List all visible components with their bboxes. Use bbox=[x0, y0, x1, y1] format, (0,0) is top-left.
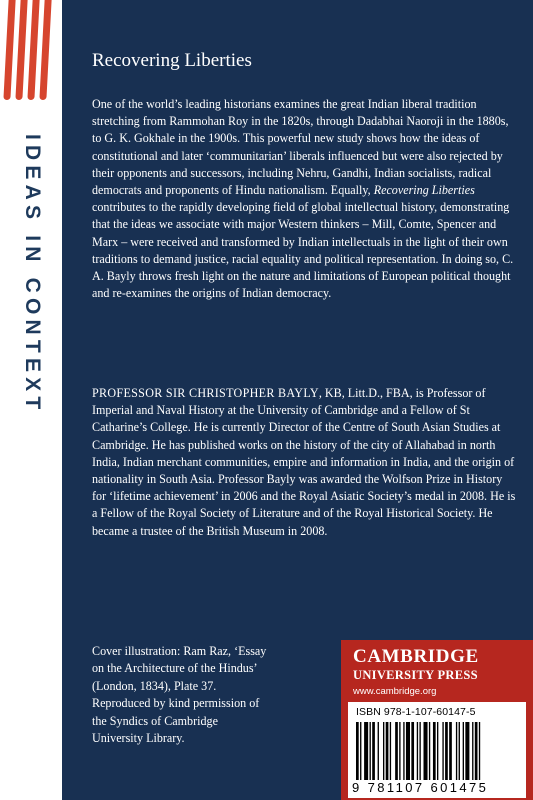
publisher-name: CAMBRIDGE bbox=[353, 646, 479, 667]
spine-stripe bbox=[27, 0, 39, 100]
barcode-bar bbox=[465, 722, 469, 780]
barcode-bar bbox=[475, 722, 478, 780]
barcode-bar bbox=[433, 722, 436, 780]
publisher-subtitle: UNIVERSITY PRESS bbox=[353, 668, 478, 682]
blurb-text-part2: contributes to the rapidly developing field of global intellectual history, demonstrating that the ideas we associate with major Western thinkers – Mill, Comte, Spencer and Marx – were received and transformed by Indian intellectuals in the light of their own traditions to demand justice, racial equality and political representation. In doing so, C. A. Bayly throws fresh light on the nature and limitations of European political thought and re-examines the origins of Indian democracy. bbox=[92, 200, 514, 301]
barcode-bar bbox=[437, 722, 438, 780]
back-cover-panel bbox=[62, 0, 533, 800]
barcode-bar bbox=[472, 722, 473, 780]
spine bbox=[0, 0, 62, 800]
spine-stripe bbox=[39, 0, 51, 100]
barcode-bar bbox=[383, 722, 384, 780]
barcode-bar bbox=[356, 722, 359, 780]
author-bio bbox=[92, 385, 517, 540]
barcode-bar bbox=[456, 722, 457, 780]
barcode-bar bbox=[390, 722, 391, 780]
isbn-label: ISBN 978-1-107-60147-5 bbox=[356, 706, 476, 718]
blurb-paragraph bbox=[92, 96, 517, 302]
barcode-bar bbox=[370, 722, 371, 780]
barcode-bar bbox=[406, 722, 410, 780]
barcode-bar bbox=[395, 722, 398, 780]
barcode-bar bbox=[403, 722, 404, 780]
barcode-digits: 9 781107 601475 bbox=[352, 780, 489, 795]
book-title: Recovering Liberties bbox=[92, 50, 252, 71]
author-name: PROFESSOR SIR CHRISTOPHER BAYLY bbox=[92, 386, 319, 400]
barcode-bar bbox=[417, 722, 418, 780]
series-title: IDEAS IN CONTEXT bbox=[21, 134, 44, 415]
barcode-bar bbox=[463, 722, 464, 780]
barcode-bar bbox=[399, 722, 400, 780]
barcode-panel bbox=[348, 702, 526, 798]
publisher-url[interactable]: www.cambridge.org bbox=[353, 686, 437, 697]
spine-stripe bbox=[3, 0, 15, 100]
barcode-bars bbox=[356, 722, 518, 780]
blurb-italic-title: Recovering Liberties bbox=[373, 183, 475, 198]
barcode-bar bbox=[449, 722, 452, 780]
barcode-bar bbox=[479, 722, 480, 780]
barcode-bar bbox=[442, 722, 443, 780]
barcode-bar bbox=[429, 722, 430, 780]
publisher-box bbox=[341, 640, 533, 800]
barcode-bar bbox=[386, 722, 389, 780]
blurb-text-part1: One of the world’s leading historians examines the great Indian liberal tradition stretching from Rammohan Roy in the 1820s, through Dadabhai Naoroji in the 1880s, to G. K. Gokhale in the 1900s. This powerful new study shows how the ideas of constitutional and later ‘communitarian’ liberals influenced but were also rejected by their opponents and successors, including Nehru, Gandhi, Indian socialists, radical democrats and proponents of Hindu nationalism. Equally, bbox=[92, 97, 509, 198]
spine-stripe bbox=[15, 0, 27, 100]
barcode-bar bbox=[459, 722, 460, 780]
cover-credit: Cover illustration: Ram Raz, ‘Essay on the Architecture of the Hindus’ (London, 1834), Plate 37. Reproduced by kind permission of the Syndics of Cambridge University Library. bbox=[92, 644, 267, 746]
barcode-bar bbox=[360, 722, 361, 780]
barcode-bar bbox=[424, 722, 428, 780]
barcode-bar bbox=[364, 722, 368, 780]
barcode-bar bbox=[411, 722, 414, 780]
barcode-bar bbox=[378, 722, 379, 780]
author-bio-text: , KB, Litt.D., FBA, is Professor of Imperial and Naval History at the University of Cambridge and a Fellow of St Catharine’s College. He is currently Director of the Centre of South Asian Studies at Cambridge. He has published works on the history of the city of Allahabad in north India, Indian merchant communities, empire and information in India, and the origin of nationality in South Asia. Professor Bayly was awarded the Wolfson Prize in History for ‘lifetime achievement’ in 2006 and the Royal Asiatic Society’s medal in 2008. He is a Fellow of the Royal Society of Literature and of the Royal Historical Society. He became a trustee of the British Museum in 2008. bbox=[92, 386, 516, 538]
barcode-bar bbox=[419, 722, 420, 780]
barcode-bar bbox=[372, 722, 375, 780]
barcode-bar bbox=[445, 722, 448, 780]
